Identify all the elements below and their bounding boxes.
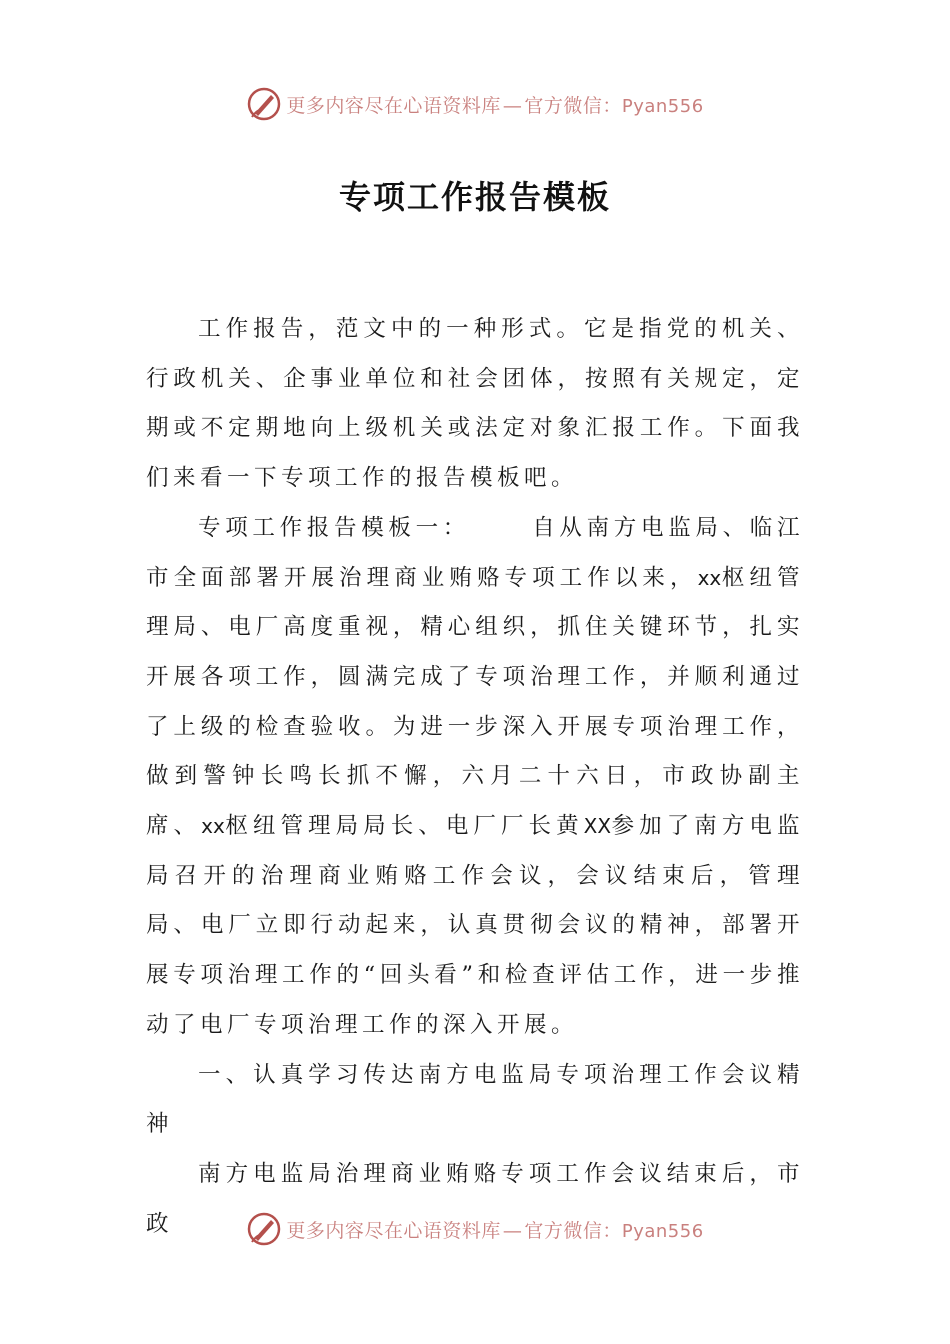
banner-slogan: 更多内容尽在心语资料库 (286, 94, 501, 117)
template-one-xx-3: XX (583, 814, 612, 839)
template-one-text-a: 自从南方电监局、临江市全面部署开展治理商业贿赂专项工作以来， (146, 514, 804, 591)
intro-paragraph: 工作报告，范文中的一种形式。它是指党的机关、行政机关、企事业单位和社会团体，按照有关规定，定期或不定期地向上级机关或法定对象汇报工作。下面我们来看一下专项工作的报告模板吧。 (146, 316, 804, 492)
template-one-xx-1: xx (697, 565, 722, 590)
document-title: 专项工作报告模板 (338, 178, 611, 216)
footer-watermark-banner (0, 1209, 950, 1249)
template-one-text-b: 枢纽管理局、电厂高度重视，精心组织，抓住关键环节，扎实开展各项工作，圆满完成了专项治理工作，并顺利通过了上级的检查验收。为进一步深入开展专项治理工作，做到警钟长鸣长抓不懈，六月二十六日，市政协副主席、 (146, 564, 804, 840)
header-watermark-banner (0, 84, 950, 124)
template-one-label: 专项工作报告模板一： (198, 514, 470, 541)
banner-contact-label: 官方微信： (524, 1219, 622, 1242)
banner-separator: — (502, 1219, 523, 1242)
banner-text (286, 1216, 703, 1243)
banner-separator: — (502, 94, 523, 117)
document-body (146, 305, 804, 1249)
banner-contact-id: Pyan556 (621, 95, 704, 117)
banner-text (286, 91, 703, 118)
template-one-text-c: 枢纽管理局局长、电厂厂长黄 (224, 813, 584, 840)
section-1-paragraph: 南方电监局治理商业贿赂专项工作会议结束后，市政 (146, 1160, 804, 1237)
pen-logo-icon (246, 86, 282, 122)
pen-logo-icon (246, 1211, 282, 1247)
template-one-paragraph (146, 504, 804, 1051)
banner-contact-id: Pyan556 (621, 1220, 704, 1242)
banner-contact-label: 官方微信： (524, 94, 622, 117)
banner-slogan: 更多内容尽在心语资料库 (286, 1219, 501, 1242)
template-one-text-d: 参加了南方电监局召开的治理商业贿赂工作会议，会议结束后，管理局、电厂立即行动起来，认真贯彻会议的精神，部署开展专项治理工作的“回头看”和检查评估工作，进一步推动了电厂专项治理工作的深入开展。 (146, 813, 804, 1038)
template-one-xx-2: xx (201, 814, 225, 839)
section-heading-1: 一、认真学习传达南方电监局专项治理工作会议精神 (146, 1061, 804, 1138)
